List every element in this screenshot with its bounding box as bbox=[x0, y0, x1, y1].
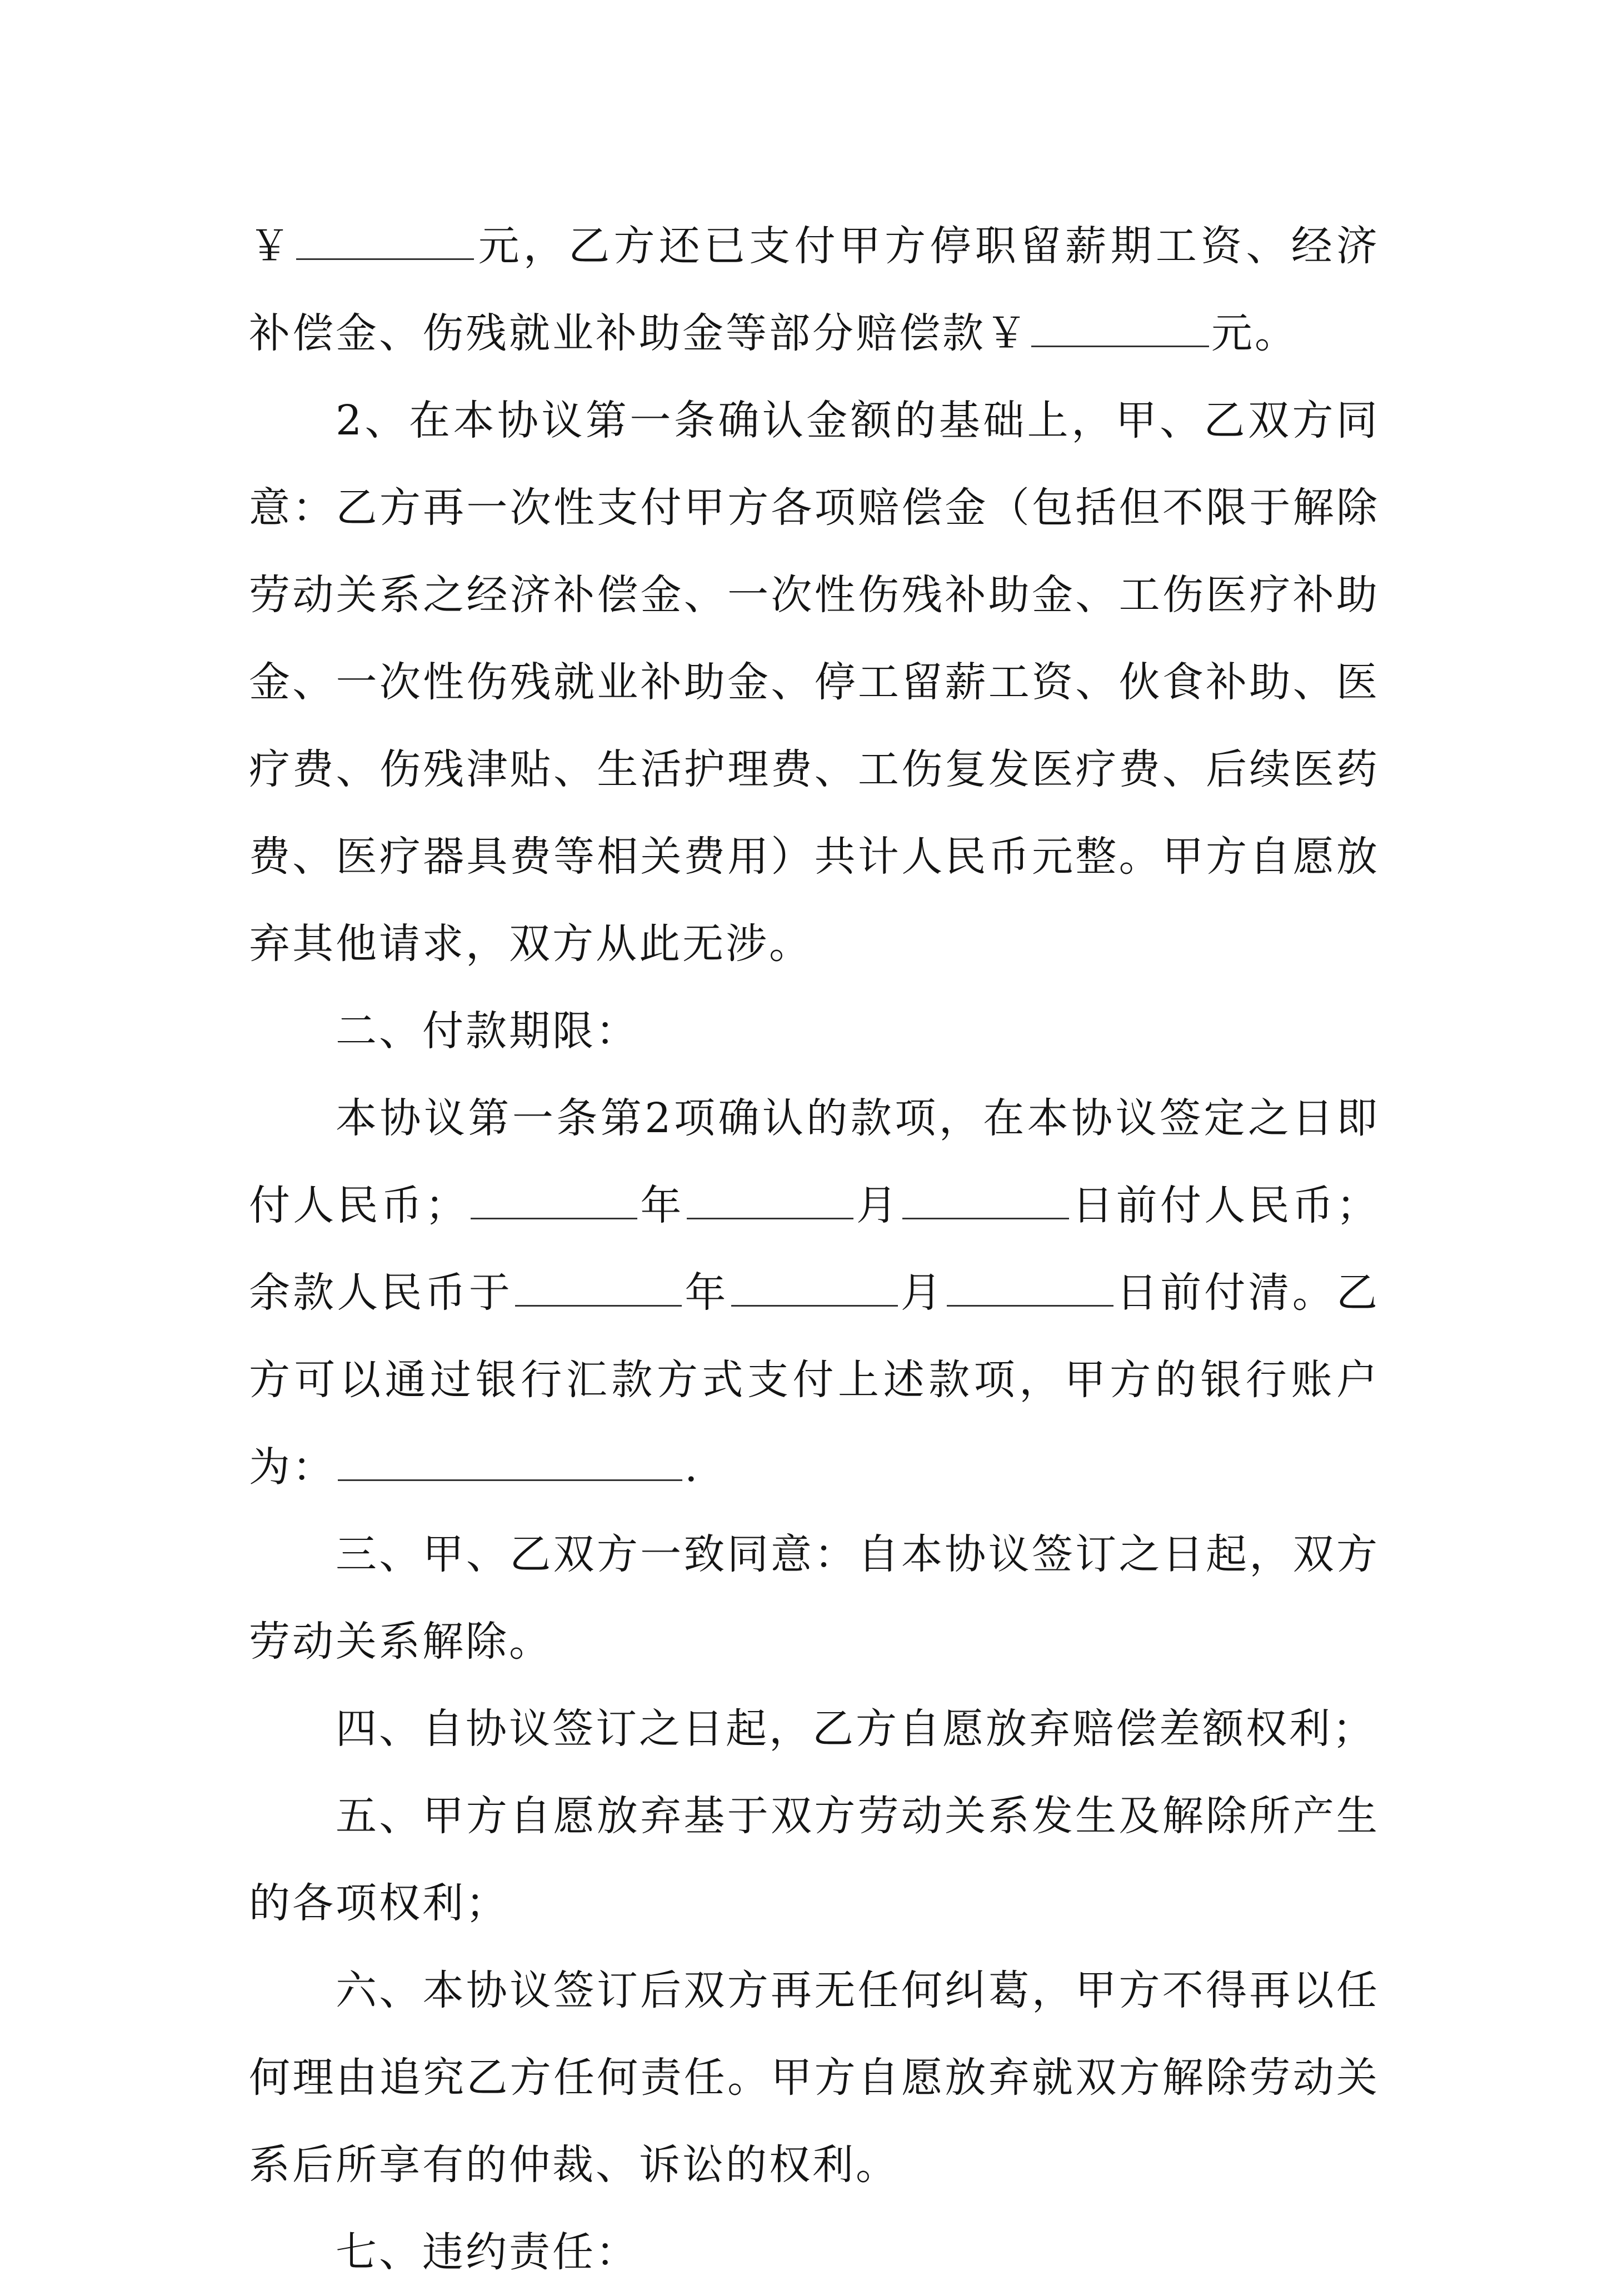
document-body bbox=[249, 203, 1380, 2296]
yen-sign: ￥ bbox=[249, 222, 294, 270]
payment-end: . bbox=[685, 1443, 700, 1491]
payment-month-1: 月 bbox=[855, 1182, 901, 1229]
payment-year-2: 年 bbox=[684, 1269, 729, 1317]
month-blank-1 bbox=[687, 1180, 853, 1219]
year-blank-1 bbox=[471, 1180, 637, 1219]
clause-six: 六、本协议签订后双方再无任何纠葛，甲方不得再以任何理由追究乙方任何责任。甲方自愿放弃就双方解除劳动关系后所享有的仲裁、诉讼的权利。 bbox=[249, 1967, 1380, 2189]
heading-payment-term: 二、付款期限： bbox=[336, 1007, 639, 1055]
month-blank-2 bbox=[731, 1268, 898, 1307]
clause-seven: 七、违约责任： bbox=[336, 2228, 639, 2276]
clause-four: 四、自协议签订之日起，乙方自愿放弃赔偿差额权利； bbox=[336, 1705, 1376, 1753]
payment-year-1: 年 bbox=[640, 1182, 685, 1229]
paragraph-paid-amounts bbox=[249, 203, 1380, 377]
bank-account-blank bbox=[338, 1442, 682, 1481]
clause-three: 三、甲、乙双方一致同意：自本协议签订之日起，双方劳动关系解除。 bbox=[249, 1530, 1380, 1665]
day-blank-1 bbox=[902, 1180, 1069, 1219]
amount-blank-1 bbox=[296, 221, 474, 260]
payment-text-a: 本协议第一条第2项确认的款项，在本协议签定之日即付人民币； bbox=[249, 1094, 1380, 1229]
payment-text-c: 日前付清。乙方可以通过银行汇款方式支付上述款项，甲方的银行账户为： bbox=[249, 1269, 1380, 1491]
clause-five: 五、甲方自愿放弃基于双方劳动关系发生及解除所产生的各项权利； bbox=[249, 1792, 1380, 1927]
day-blank-2 bbox=[947, 1268, 1113, 1307]
amount-blank-2 bbox=[1031, 308, 1209, 347]
payment-month-2: 月 bbox=[900, 1269, 945, 1317]
year-blank-2 bbox=[515, 1268, 682, 1307]
paid-amounts-text: 元，乙方还已支付甲方停职留薪期工资、经济补偿金、伤残就业补助金等部分赔偿款￥ bbox=[249, 222, 1380, 357]
paid-amounts-end: 元。 bbox=[1211, 309, 1298, 357]
paragraph-payment bbox=[249, 1075, 1380, 1511]
paragraph-compensation: 2、在本协议第一条确认金额的基础上，甲、乙双方同意：乙方再一次性支付甲方各项赔偿金（包括但不限于解除劳动关系之经济补偿金、一次性伤残补助金、工伤医疗补助金、一次性伤残就业补助金、停工留薪工资、伙食补助、医疗费、伤残津贴、生活护理费、工伤复发医疗费、后续医药费、医疗器具费等相关费用）共计人民币元整。甲方自愿放弃其他请求，双方从此无涉。 bbox=[249, 397, 1380, 968]
payment-text-b: 日前付人民币；余款人民币于 bbox=[249, 1182, 1380, 1317]
